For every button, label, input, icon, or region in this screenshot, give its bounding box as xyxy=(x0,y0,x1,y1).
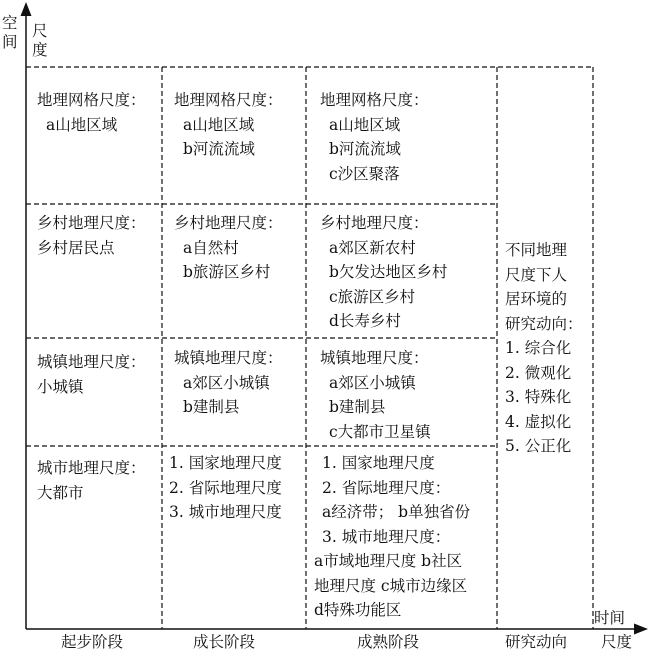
cell-heading: 乡村地理尺度： xyxy=(37,214,146,232)
cell-item: b欠发达地区乡村 xyxy=(329,263,448,281)
cell-item: a经济带； b单独省份 xyxy=(322,503,471,521)
cell-grid-mature xyxy=(320,88,429,186)
y-axis-label-chi: 尺 xyxy=(32,22,48,40)
cell-item: b建制县 xyxy=(329,398,386,416)
stage-label-start: 起步阶段 xyxy=(61,633,124,651)
cell-item: a山地区域 xyxy=(183,115,255,134)
cell-item: a郊区小城镇 xyxy=(183,373,270,392)
cell-rural-start xyxy=(37,211,146,260)
cell-item: 1. 国家地理尺度 xyxy=(169,454,282,472)
x-axis-label-scale: 尺度 xyxy=(601,633,633,651)
cell-rural-mature xyxy=(320,211,447,334)
cell-item: 乡村居民点 xyxy=(37,238,115,257)
cell-item: 3. 城市地理尺度： xyxy=(322,527,451,546)
cell-city-start xyxy=(37,456,146,505)
trend-line: 不同地理 xyxy=(505,241,568,259)
cell-item: 3. 城市地理尺度 xyxy=(169,503,282,521)
cell-item: b建制县 xyxy=(183,398,240,416)
trend-line: 研究动向： xyxy=(505,314,583,333)
cell-research-trends xyxy=(505,238,583,459)
cell-item: b河流流域 xyxy=(329,140,401,158)
cell-item: 2. 省际地理尺度： xyxy=(322,478,451,497)
trend-line: 尺度下人 xyxy=(505,265,568,284)
trend-item: 5. 公正化 xyxy=(505,437,572,455)
cell-item: d特殊功能区 xyxy=(314,601,402,619)
cell-item: a山地区域 xyxy=(329,115,401,134)
cell-heading: 地理网格尺度： xyxy=(174,91,283,109)
cell-town-start xyxy=(37,350,146,399)
stage-label-trend: 研究动向 xyxy=(505,633,568,651)
stage-label-growth: 成长阶段 xyxy=(193,633,256,651)
cell-heading: 城市地理尺度： xyxy=(37,459,146,477)
cell-heading: 乡村地理尺度： xyxy=(174,214,283,232)
trend-item: 1. 综合化 xyxy=(505,339,572,357)
x-axis-label-time: 时间 xyxy=(594,609,626,627)
cell-item: 地理尺度 c城市边缘区 xyxy=(314,576,468,595)
cell-item: 小城镇 xyxy=(37,377,84,396)
cell-item: b河流流域 xyxy=(183,140,255,158)
cell-item: d长寿乡村 xyxy=(329,312,401,330)
cell-heading: 城镇地理尺度： xyxy=(320,349,429,367)
trend-item: 2. 微观化 xyxy=(505,363,572,382)
cell-grid-growth xyxy=(174,88,283,162)
trend-line: 居环境的 xyxy=(505,290,568,308)
y-axis-label-jian: 间 xyxy=(2,33,18,51)
cell-item: 2. 省际地理尺度 xyxy=(169,478,282,497)
cell-item: a郊区小城镇 xyxy=(329,373,416,392)
cell-city-mature xyxy=(314,451,470,623)
cell-rural-growth xyxy=(174,211,283,285)
cell-item: a郊区新农村 xyxy=(329,238,416,257)
y-axis-label-du: 度 xyxy=(32,41,48,59)
cell-heading: 乡村地理尺度： xyxy=(320,214,429,232)
cell-item: 大都市 xyxy=(37,483,84,502)
cell-item: c沙区聚落 xyxy=(329,164,400,183)
cell-item: 1. 国家地理尺度 xyxy=(322,454,435,472)
y-axis-label-kong: 空 xyxy=(2,14,18,32)
stage-label-mature: 成熟阶段 xyxy=(357,633,420,651)
y-axis-arrow xyxy=(21,2,32,16)
cell-heading: 城镇地理尺度： xyxy=(37,353,146,371)
cell-item: a山地区域 xyxy=(46,115,118,134)
cell-heading: 地理网格尺度： xyxy=(320,91,429,109)
cell-grid-start xyxy=(37,88,146,137)
cell-item: a自然村 xyxy=(183,238,239,257)
cell-item: c旅游区乡村 xyxy=(329,287,416,306)
trend-item: 3. 特殊化 xyxy=(505,388,572,406)
cell-heading: 地理网格尺度： xyxy=(37,91,146,109)
cell-item: b旅游区乡村 xyxy=(183,263,271,281)
cell-item: c大都市卫星镇 xyxy=(329,422,431,441)
cell-item: a市域地理尺度 b社区 xyxy=(314,552,463,570)
cell-town-growth xyxy=(174,346,283,420)
cell-city-growth xyxy=(169,451,282,525)
cell-town-mature xyxy=(320,346,431,444)
trend-item: 4. 虚拟化 xyxy=(505,412,572,431)
x-axis-arrow xyxy=(634,624,648,635)
cell-heading: 城镇地理尺度： xyxy=(174,349,283,367)
